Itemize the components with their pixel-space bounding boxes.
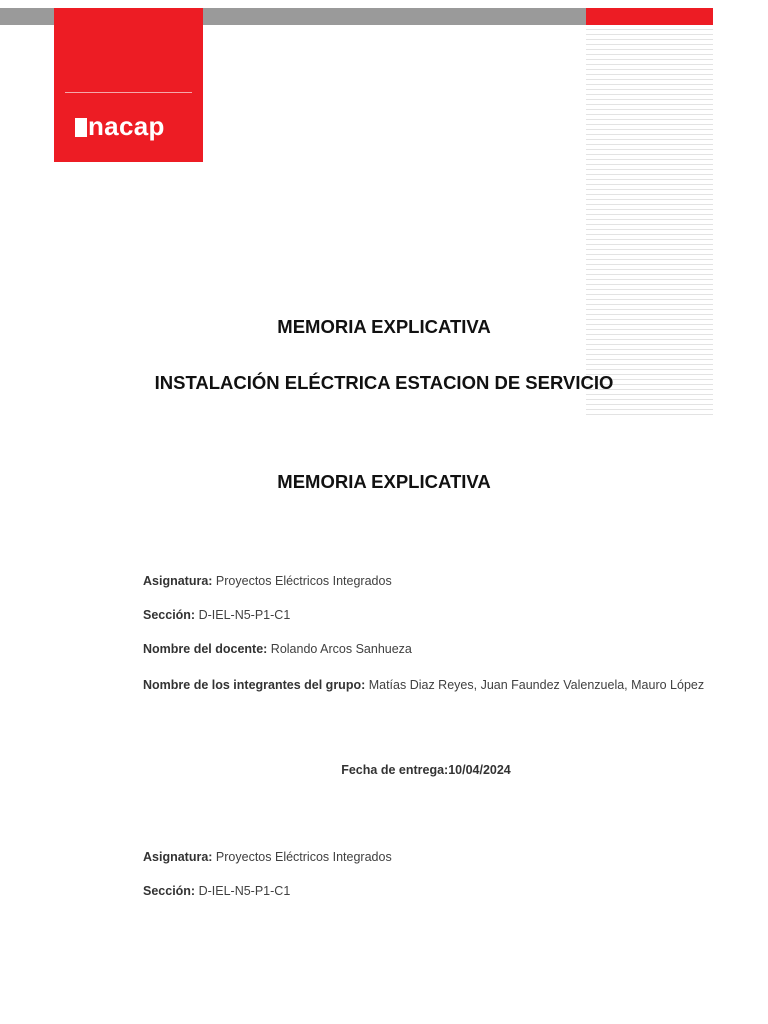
decorative-stripes: [586, 25, 713, 415]
field-label: Nombre del docente:: [143, 642, 268, 656]
logo-divider-line: [65, 92, 192, 93]
field-label: Sección:: [143, 608, 196, 622]
field-label: Nombre de los integrantes del grupo:: [143, 678, 366, 692]
field-label: Asignatura:: [143, 850, 213, 864]
document-title: MEMORIA EXPLICATIVA: [277, 316, 491, 337]
field-label: Sección:: [143, 884, 196, 898]
inacap-logo-block: [54, 8, 203, 162]
field-value: Proyectos Eléctricos Integrados: [212, 850, 392, 864]
delivery-date: Fecha de entrega:10/04/2024: [341, 763, 511, 777]
field-teacher: [143, 640, 713, 658]
field-value: Matías Diaz Reyes, Juan Faundez Valenzuela, Mauro López: [365, 678, 705, 692]
field-section: [143, 606, 713, 624]
field-subject: [143, 572, 713, 590]
field-subject-repeat: [143, 848, 713, 866]
field-value: Proyectos Eléctricos Integrados: [212, 574, 392, 588]
field-value: D-IEL-N5-P1-C1: [195, 608, 291, 622]
field-value: Rolando Arcos Sanhueza: [267, 642, 412, 656]
header-bar-red-right: [586, 8, 713, 25]
inacap-logo-text: nacap: [88, 110, 165, 141]
document-title-repeat: MEMORIA EXPLICATIVA: [277, 471, 491, 492]
inacap-logo-mark-icon: [75, 118, 87, 137]
field-section-repeat: [143, 882, 713, 900]
field-group-members: [143, 676, 713, 694]
inacap-logo: [75, 108, 165, 144]
header-bar-gray-left: [0, 8, 54, 25]
header-bar-gray-middle: [203, 8, 586, 25]
field-value: D-IEL-N5-P1-C1: [195, 884, 291, 898]
field-label: Asignatura:: [143, 574, 213, 588]
document-subtitle: INSTALACIÓN ELÉCTRICA ESTACION DE SERVICIO: [154, 372, 614, 393]
